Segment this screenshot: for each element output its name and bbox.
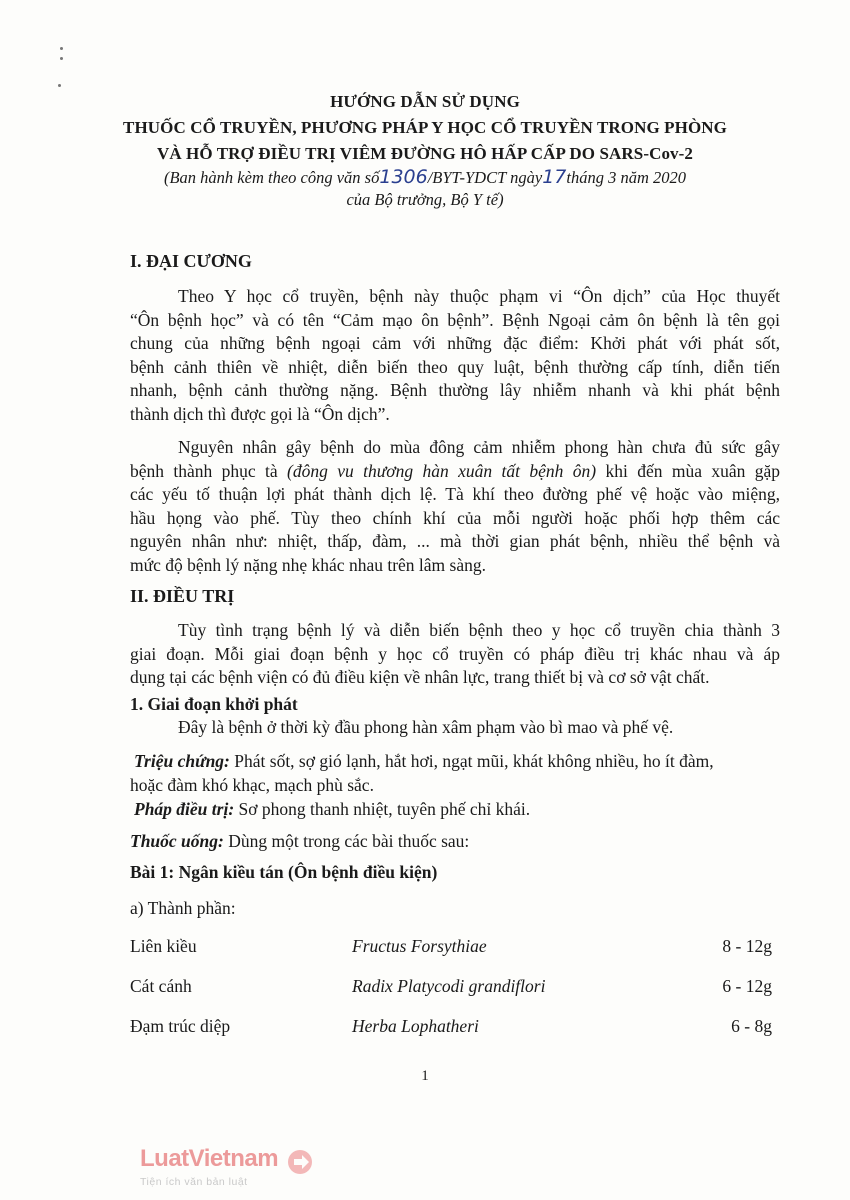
text-fragment: bệnh thành phục tà (130, 460, 278, 481)
text-line: mức độ bệnh lý nặng nhẹ khác nhau trên lâm sàng. (130, 554, 486, 575)
arrow-logo-icon (286, 1148, 314, 1176)
issuance-note-part1: (Ban hành kèm theo công văn số (163, 168, 380, 187)
section-heading-treatment: II. ĐIỀU TRỊ (130, 586, 235, 606)
ingredient-latin: Fructus Forsythiae (352, 936, 487, 956)
treatment-method-text: Sơ phong thanh nhiệt, tuyên phế chỉ khái. (238, 799, 531, 819)
text-line: Theo Y học cổ truyền, bệnh này thuộc phạm vi “Ôn dịch” của Học thuyết (178, 286, 780, 306)
doc-title-line2: THUỐC CỔ TRUYỀN, PHƯƠNG PHÁP Y HỌC CỔ TRUYỀN TRONG PHÒNG (123, 118, 727, 137)
symptoms-text: Phát sốt, sợ gió lạnh, hắt hơi, ngạt mũi, khát không nhiều, ho ít đàm, (234, 751, 714, 771)
ingredient-name: Cát cánh (130, 976, 192, 996)
section-heading-overview: I. ĐẠI CƯƠNG (130, 251, 252, 271)
composition-label: a) Thành phần: (130, 898, 236, 918)
ingredient-dose: 8 - 12g (722, 936, 772, 956)
issuance-note (0, 166, 850, 188)
treatment-method (134, 799, 530, 820)
stage-1-description: Đây là bệnh ở thời kỳ đầu phong hàn xâm phạm vào bì mao và phế vệ. (178, 717, 674, 737)
symptoms-line-2: hoặc đàm khó khạc, mạch phù sắc. (130, 775, 374, 795)
overview-paragraph-1 (130, 285, 780, 426)
issuance-note-part2: /BYT-YDCT ngày (427, 168, 543, 187)
ingredient-latin: Radix Platycodi grandiflori (352, 976, 546, 996)
text-line: bệnh cảnh thiên về nhiệt, diễn biến theo quy luật, bệnh thường cấp tính, diễn tiến (130, 356, 780, 377)
text-fragment: khi đến mùa xuân gặp (605, 460, 781, 481)
doc-title-line3: VÀ HỖ TRỢ ĐIỀU TRỊ VIÊM ĐƯỜNG HÔ HẤP CẤP DO SARS-Cov-2 (156, 144, 694, 163)
stage-1-heading: 1. Giai đoạn khởi phát (130, 694, 298, 714)
text-line: thành dịch thì được gọi là “Ôn dịch”. (130, 403, 390, 424)
remedy-1-title: Bài 1: Ngân kiều tán (Ôn bệnh điều kiện) (130, 862, 438, 882)
oral-medicine-label: Thuốc uống: (130, 831, 224, 851)
ingredient-name: Liên kiều (130, 936, 197, 956)
ingredient-name: Đạm trúc diệp (130, 1016, 231, 1036)
ingredient-dose: 6 - 12g (722, 976, 772, 996)
scan-artifact (58, 84, 61, 87)
text-line: nhanh, bệnh cảnh thường nặng. Bệnh thường lây nhiễm nhanh và khi phát bệnh (130, 380, 780, 400)
text-line: giai đoạn. Mỗi giai đoạn bệnh y học cổ truyền có pháp điều trị khác nhau và áp (130, 643, 780, 664)
watermark-brand: LuatVietnam (140, 1145, 279, 1172)
issuance-authority: của Bộ trưởng, Bộ Y tế) (346, 190, 504, 209)
treatment-method-label: Pháp điều trị: (134, 799, 235, 819)
text-line: chung của những bệnh ngoại cảm với những đặc điểm: Khởi phát với phát sốt, (130, 333, 780, 353)
luatvietnam-watermark (140, 1145, 320, 1197)
scan-artifact (60, 47, 63, 50)
symptoms-label: Triệu chứng: (134, 751, 230, 771)
issuance-note-part3: tháng 3 năm 2020 (566, 168, 686, 187)
page-number: 1 (421, 1068, 429, 1084)
classical-quote: (đông vu thương hàn xuân tất bệnh ôn) (287, 460, 597, 481)
text-line (130, 460, 780, 484)
oral-medicine (130, 831, 469, 852)
overview-paragraph-2 (130, 436, 780, 577)
text-line: hầu họng vào phế. Tùy theo chính khí của mỗi người hoặc phối hợp thêm các (130, 507, 780, 528)
text-line: nguyên nhân như: nhiệt, thấp, đàm, ... mà thời gian phát bệnh, nhiều thể bệnh và (130, 531, 780, 551)
text-line: các yếu tố thuận lợi phát thành dịch lệ. Tà khí theo đường phế vệ hoặc vào miệng, (130, 484, 780, 504)
handwritten-doc-number: 1306 (379, 166, 428, 188)
text-line: dụng tại các bệnh viện có đủ điều kiện về nhân lực, trang thiết bị và cơ sở vật chất. (130, 667, 710, 687)
oral-medicine-text: Dùng một trong các bài thuốc sau: (228, 831, 470, 851)
text-line: “Ôn bệnh học” và có tên “Cảm mạo ôn bệnh”. Bệnh Ngoại cảm ôn bệnh là tên gọi (130, 309, 780, 330)
doc-title-line1: HƯỚNG DẪN SỬ DỤNG (330, 92, 520, 111)
handwritten-day: 17 (542, 166, 567, 188)
treatment-paragraph (130, 619, 780, 690)
ingredient-dose: 6 - 8g (731, 1016, 772, 1036)
symptoms-line-1 (134, 751, 780, 772)
watermark-tagline: Tiện ích văn bản luật (140, 1176, 248, 1188)
text-line: Nguyên nhân gây bệnh do mùa đông cảm nhiễm phong hàn chưa đủ sức gây (178, 437, 780, 457)
scan-artifact (60, 57, 63, 60)
ingredient-latin: Herba Lophatheri (352, 1016, 479, 1036)
text-line: Tùy tình trạng bệnh lý và diễn biến bệnh theo y học cổ truyền chia thành 3 (178, 620, 780, 640)
